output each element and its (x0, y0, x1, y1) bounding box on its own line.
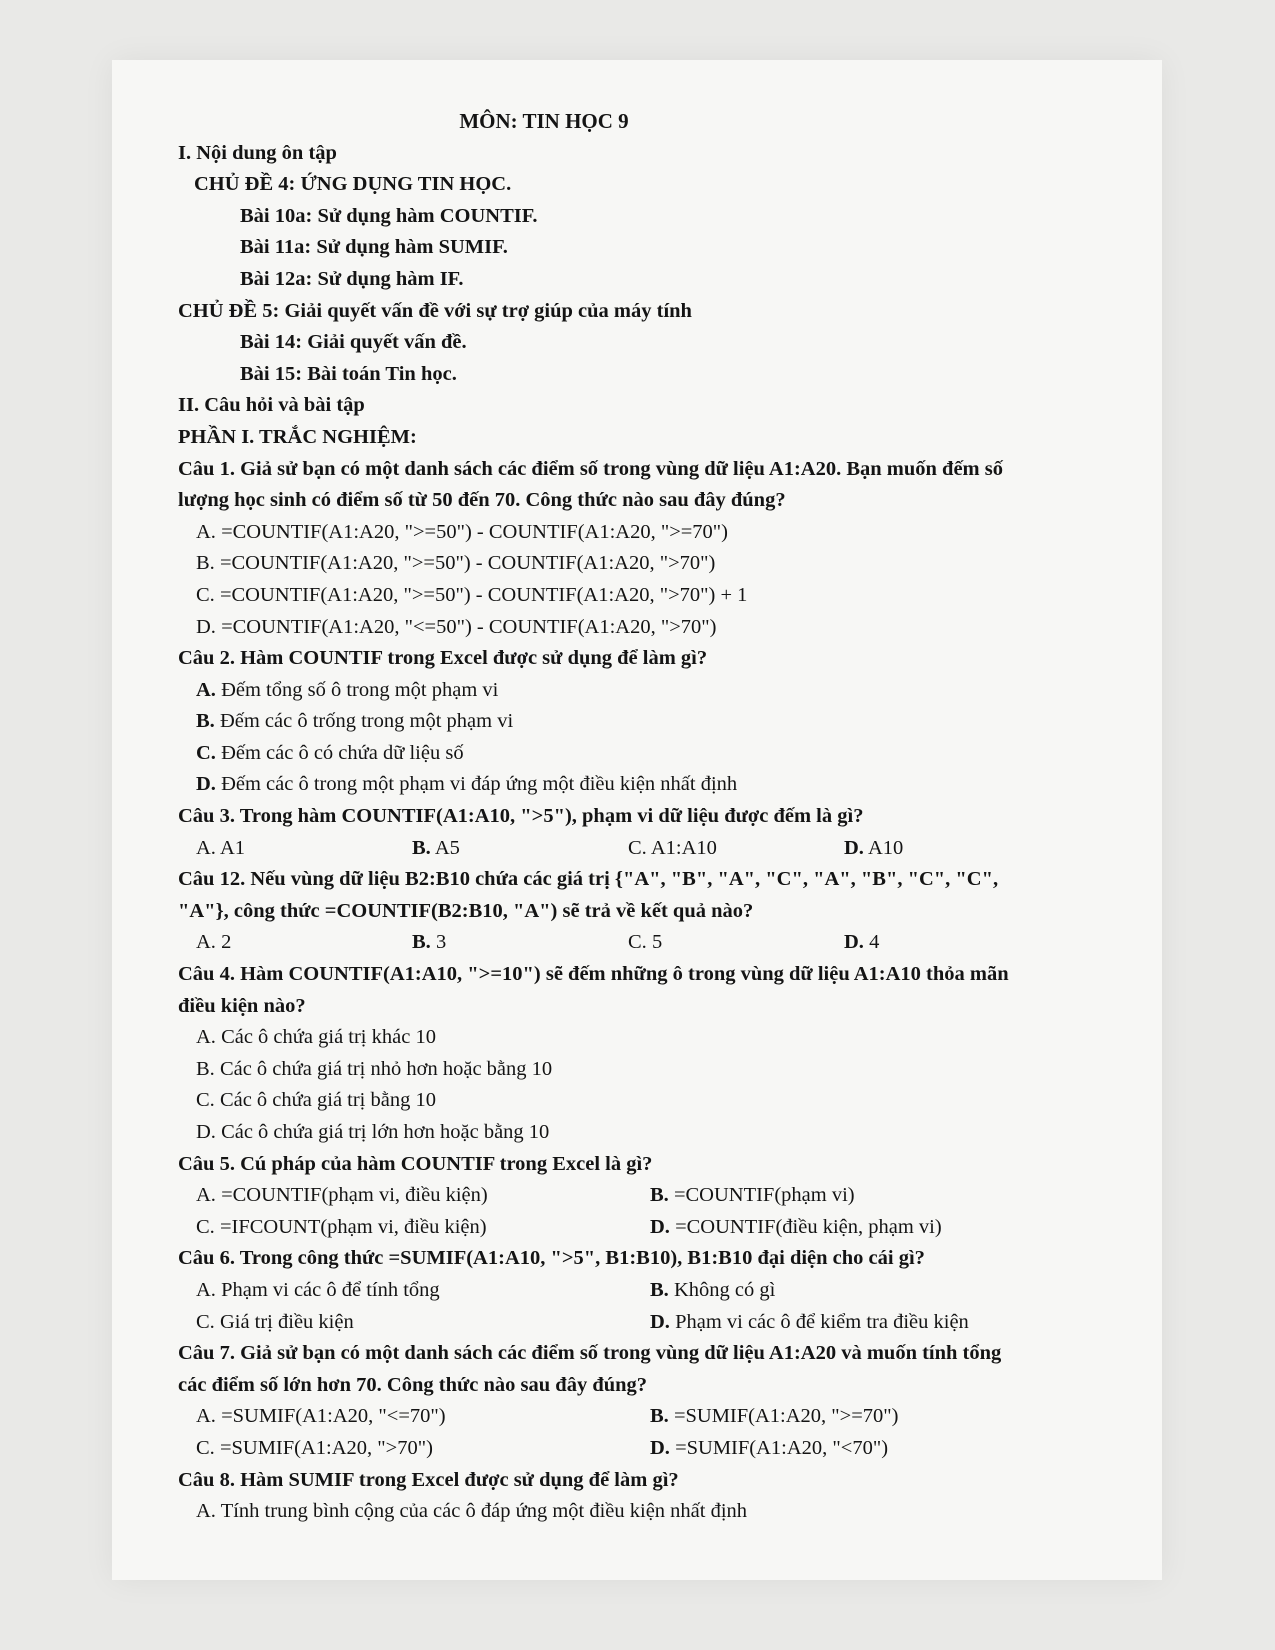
question-5-options-row-1 (178, 1180, 1138, 1212)
question-6-options-row-2 (178, 1307, 1138, 1339)
question-7-options-row-1 (178, 1401, 1138, 1433)
question-5-option-c: C. =IFCOUNT(phạm vi, điều kiện) (196, 1215, 487, 1238)
page-title: MÔN: TIN HỌC 9 (459, 109, 629, 133)
topic-4-heading: CHỦ ĐỀ 4: ỨNG DỤNG TIN HỌC. (194, 173, 512, 196)
question-3-option-c: C. A1:A10 (628, 836, 717, 859)
question-3-option-d: D. A10 (844, 836, 904, 859)
question-12-text: Câu 12. Nếu vùng dữ liệu B2:B10 chứa các giá trị {"A", "B", "A", "C", "A", "B", "C", "C", (178, 868, 999, 891)
question-5-option-a: A. =COUNTIF(phạm vi, điều kiện) (196, 1184, 488, 1207)
question-12-option-c: C. 5 (628, 931, 663, 954)
question-12-option-a: A. 2 (196, 931, 232, 954)
question-4-text-cont: điều kiện nào? (178, 994, 306, 1017)
question-1-text: Câu 1. Giả sử bạn có một danh sách các điểm số trong vùng dữ liệu A1:A20. Bạn muốn đếm số (178, 457, 1003, 480)
question-3-option-a: A. A1 (196, 836, 245, 859)
lesson-11a: Bài 11a: Sử dụng hàm SUMIF. (240, 236, 508, 259)
part-1-heading: PHẦN I. TRẮC NGHIỆM: (178, 425, 417, 448)
question-1-option-c: C. =COUNTIF(A1:A20, ">=50") - COUNTIF(A1:A20, ">70") + 1 (196, 583, 748, 606)
question-2-text: Câu 2. Hàm COUNTIF trong Excel được sử dụng để làm gì? (178, 647, 708, 670)
question-3-text: Câu 3. Trong hàm COUNTIF(A1:A10, ">5"), phạm vi dữ liệu được đếm là gì? (178, 805, 864, 828)
question-7-option-c: C. =SUMIF(A1:A20, ">70") (196, 1436, 433, 1459)
question-6-option-b: B. Không có gì (650, 1278, 776, 1301)
question-12-option-d: D. 4 (844, 931, 880, 954)
lesson-14: Bài 14: Giải quyết vấn đề. (240, 331, 467, 354)
question-1-option-a: A. =COUNTIF(A1:A20, ">=50") - COUNTIF(A1:A20, ">=70") (196, 520, 729, 543)
question-2-option-d: D. Đếm các ô trong một phạm vi đáp ứng một điều kiện nhất định (196, 773, 738, 796)
question-7-option-d: D. =SUMIF(A1:A20, "<70") (650, 1436, 889, 1459)
question-3-option-b: B. A5 (412, 836, 460, 859)
question-2-option-b: B. Đếm các ô trống trong một phạm vi (196, 710, 514, 733)
question-1-option-b: B. =COUNTIF(A1:A20, ">=50") - COUNTIF(A1:A20, ">70") (196, 552, 716, 575)
question-7-option-a: A. =SUMIF(A1:A20, "<=70") (196, 1405, 446, 1428)
question-5-text: Câu 5. Cú pháp của hàm COUNTIF trong Excel là gì? (178, 1152, 653, 1175)
section-heading-2: II. Câu hỏi và bài tập (178, 394, 365, 417)
question-1-text-cont: lượng học sinh có điểm số từ 50 đến 70. Công thức nào sau đây đúng? (178, 489, 786, 512)
question-4-option-c: C. Các ô chứa giá trị bằng 10 (196, 1089, 436, 1112)
section-heading-1: I. Nội dung ôn tập (178, 141, 337, 164)
lesson-10a: Bài 10a: Sử dụng hàm COUNTIF. (240, 204, 538, 227)
question-4-option-d: D. Các ô chứa giá trị lớn hơn hoặc bằng 10 (196, 1121, 550, 1143)
question-2-option-c: C. Đếm các ô có chứa dữ liệu số (196, 741, 464, 764)
question-7-options-row-2 (178, 1433, 1138, 1465)
question-4-option-a: A. Các ô chứa giá trị khác 10 (196, 1026, 436, 1049)
question-8-text: Câu 8. Hàm SUMIF trong Excel được sử dụng để làm gì? (178, 1468, 679, 1491)
question-6-options-row-1 (178, 1275, 1138, 1307)
question-7-option-b: B. =SUMIF(A1:A20, ">=70") (650, 1405, 899, 1428)
question-1-option-d: D. =COUNTIF(A1:A20, "<=50") - COUNTIF(A1:A20, ">70") (196, 615, 717, 638)
question-6-option-d: D. Phạm vi các ô để kiểm tra điều kiện (650, 1310, 969, 1333)
question-7-text: Câu 7. Giả sử bạn có một danh sách các điểm số trong vùng dữ liệu A1:A20 và muốn tính tổng (178, 1342, 1002, 1365)
question-6-option-c: C. Giá trị điều kiện (196, 1310, 354, 1333)
question-5-option-b: B. =COUNTIF(phạm vi) (650, 1184, 855, 1207)
document-body (178, 106, 1138, 1528)
lesson-15: Bài 15: Bài toán Tin học. (240, 362, 457, 385)
question-3-options (178, 833, 1138, 865)
question-4-option-b: B. Các ô chứa giá trị nhỏ hơn hoặc bằng 10 (196, 1057, 553, 1080)
question-8-option-a: A. Tính trung bình cộng của các ô đáp ứng một điều kiện nhất định (196, 1500, 748, 1523)
question-12-text-cont: "A"}, công thức =COUNTIF(B2:B10, "A") sẽ trả về kết quả nào? (178, 899, 754, 922)
question-4-text: Câu 4. Hàm COUNTIF(A1:A10, ">=10") sẽ đếm những ô trong vùng dữ liệu A1:A10 thỏa mãn (178, 963, 1009, 986)
question-5-option-d: D. =COUNTIF(điều kiện, phạm vi) (650, 1215, 942, 1238)
question-6-text: Câu 6. Trong công thức =SUMIF(A1:A10, ">5", B1:B10), B1:B10 đại diện cho cái gì? (178, 1247, 925, 1270)
question-5-options-row-2 (178, 1212, 1138, 1244)
question-7-text-cont: các điểm số lớn hơn 70. Công thức nào sau đây đúng? (178, 1373, 648, 1396)
question-2-option-a: A. Đếm tổng số ô trong một phạm vi (196, 678, 499, 701)
question-12-options (178, 927, 1138, 959)
lesson-12a: Bài 12a: Sử dụng hàm IF. (240, 267, 464, 290)
question-12-option-b: B. 3 (412, 931, 447, 954)
question-6-option-a: A. Phạm vi các ô để tính tổng (196, 1278, 440, 1301)
topic-5-heading: CHỦ ĐỀ 5: Giải quyết vấn đề với sự trợ giúp của máy tính (178, 299, 692, 322)
